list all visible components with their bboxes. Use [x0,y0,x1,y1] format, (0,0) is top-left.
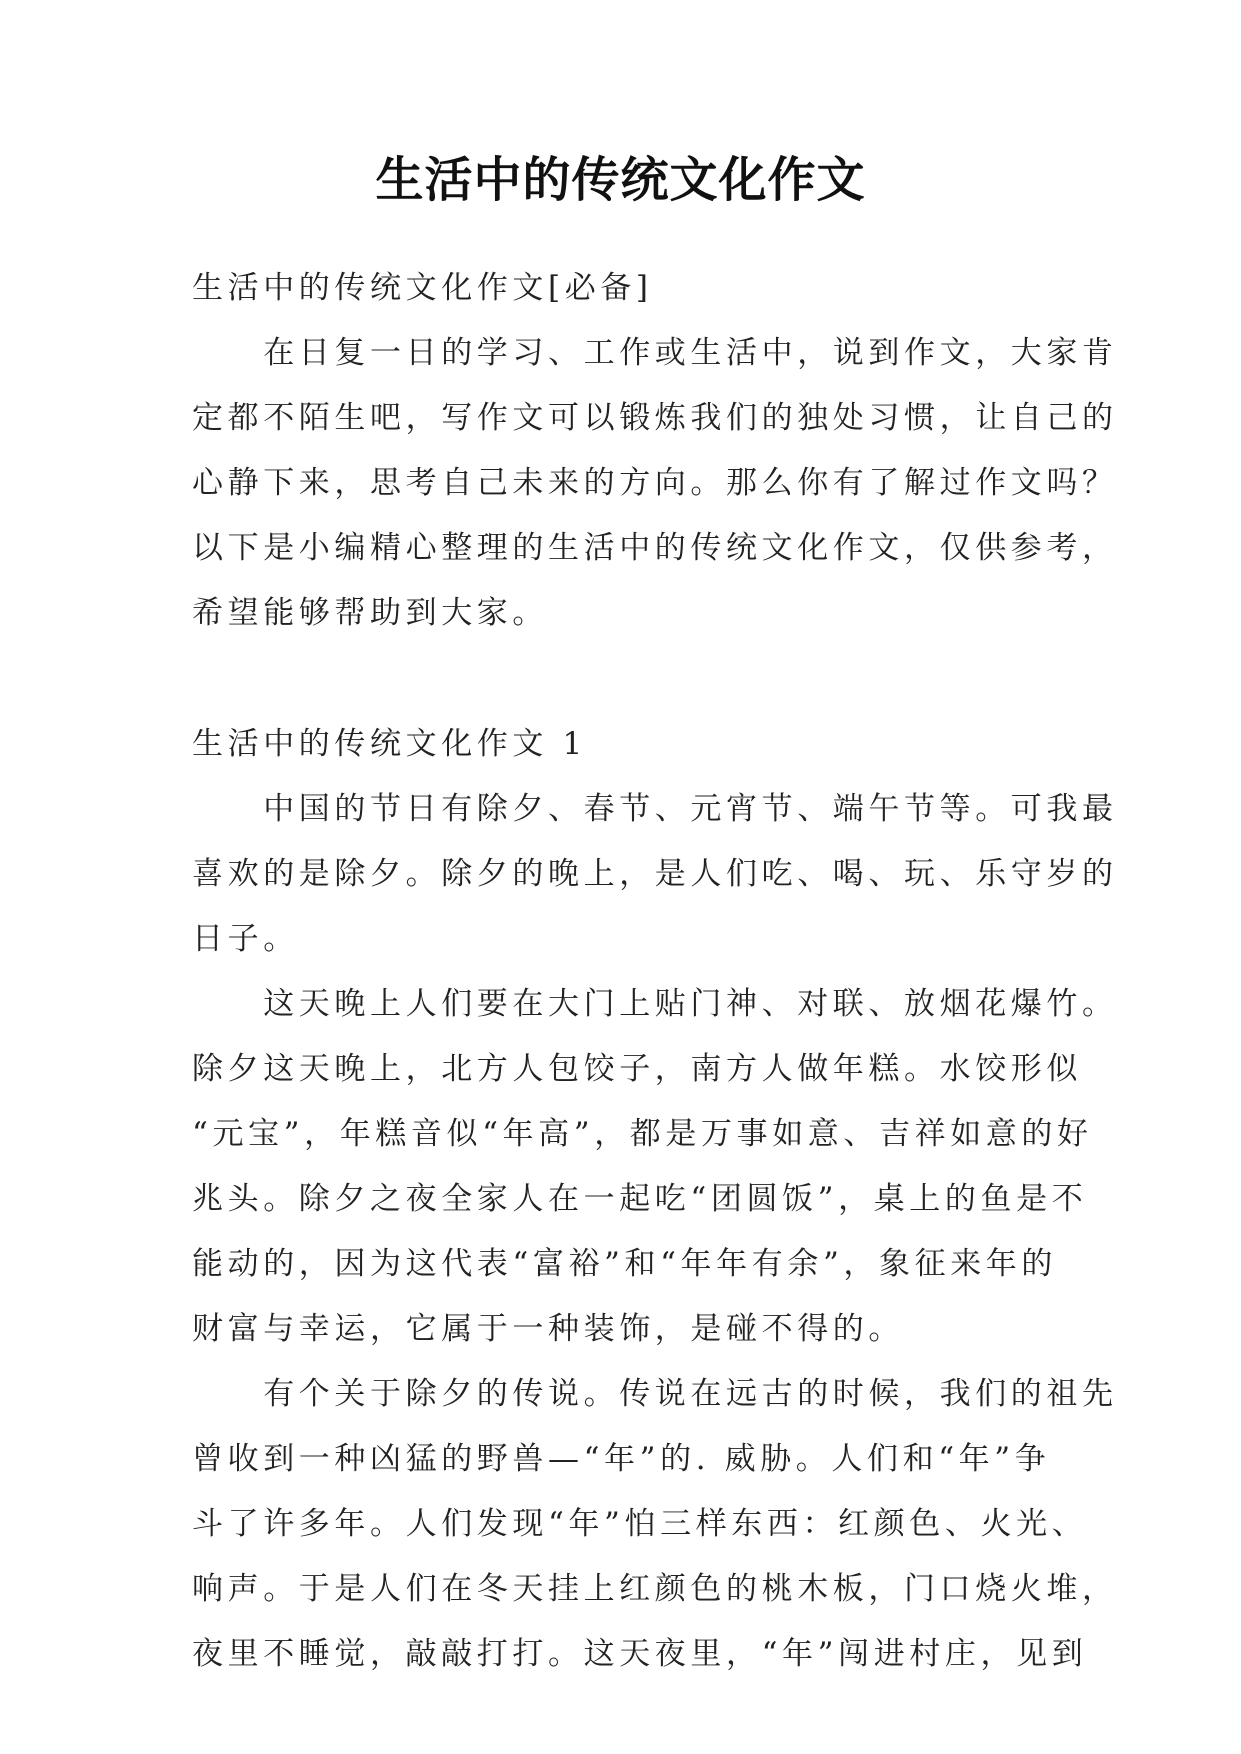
paragraph-line: 斗了许多年。人们发现“年”怕三样东西：红颜色、火光、 [192,1506,1088,1542]
paragraph-line: 中国的节日有除夕、春节、元宵节、端午节等。可我最 [192,791,1118,827]
paragraph-line: 有个关于除夕的传说。传说在远古的时候，我们的祖先 [192,1376,1118,1412]
document-title: 生活中的传统文化作文 [375,152,866,208]
paragraph-line: 喜欢的是除夕。除夕的晚上，是人们吃、喝、玩、乐守岁的 [192,856,1118,892]
paragraph-line: 日子。 [192,921,299,957]
document-subtitle: 生活中的传统文化作文[必备] [192,270,653,306]
paragraph-line: 能动的，因为这代表“富裕”和“年年有余”，象征来年的 [192,1246,1057,1282]
paragraph-line: “元宝”，年糕音似“年高”，都是万事如意、吉祥如意的好 [192,1116,1093,1152]
body-paragraph [192,972,1118,1362]
paragraph-line: 曾收到一种凶猛的野兽—“年”的. 威胁。人们和“年”争 [192,1441,1051,1477]
paragraph-line: 兆头。除夕之夜全家人在一起吃“团圆饭”，桌上的鱼是不 [192,1181,1088,1217]
intro-line: 希望能够帮助到大家。 [192,595,548,631]
intro-line: 在日复一日的学习、工作或生活中，说到作文，大家肯 [192,335,1118,371]
paragraph-line: 财富与幸运，它属于一种装饰，是碰不得的。 [192,1311,904,1347]
body-paragraph [192,777,1118,972]
section-heading: 生活中的传统文化作文 1 [192,726,587,762]
intro-line: 心静下来，思考自己未来的方向。那么你有了解过作文吗？ [192,465,1118,501]
paragraph-line: 响声。于是人们在冬天挂上红颜色的桃木板，门口烧火堆， [192,1571,1118,1607]
body-paragraph [192,1362,1118,1687]
intro-paragraph [192,321,1118,646]
intro-line: 定都不陌生吧，写作文可以锻炼我们的独处习惯，让自己的 [192,400,1118,436]
paragraph-line: 这天晚上人们要在大门上贴门神、对联、放烟花爆竹。 [192,986,1118,1022]
intro-line: 以下是小编精心整理的生活中的传统文化作文，仅供参考， [192,530,1118,566]
document-body [192,256,1118,1687]
paragraph-line: 夜里不睡觉，敲敲打打。这天夜里，“年”闯进村庄，见到 [192,1636,1088,1672]
paragraph-line: 除夕这天晚上，北方人包饺子，南方人做年糕。水饺形似 [192,1051,1082,1087]
section-spacer [192,646,1072,712]
